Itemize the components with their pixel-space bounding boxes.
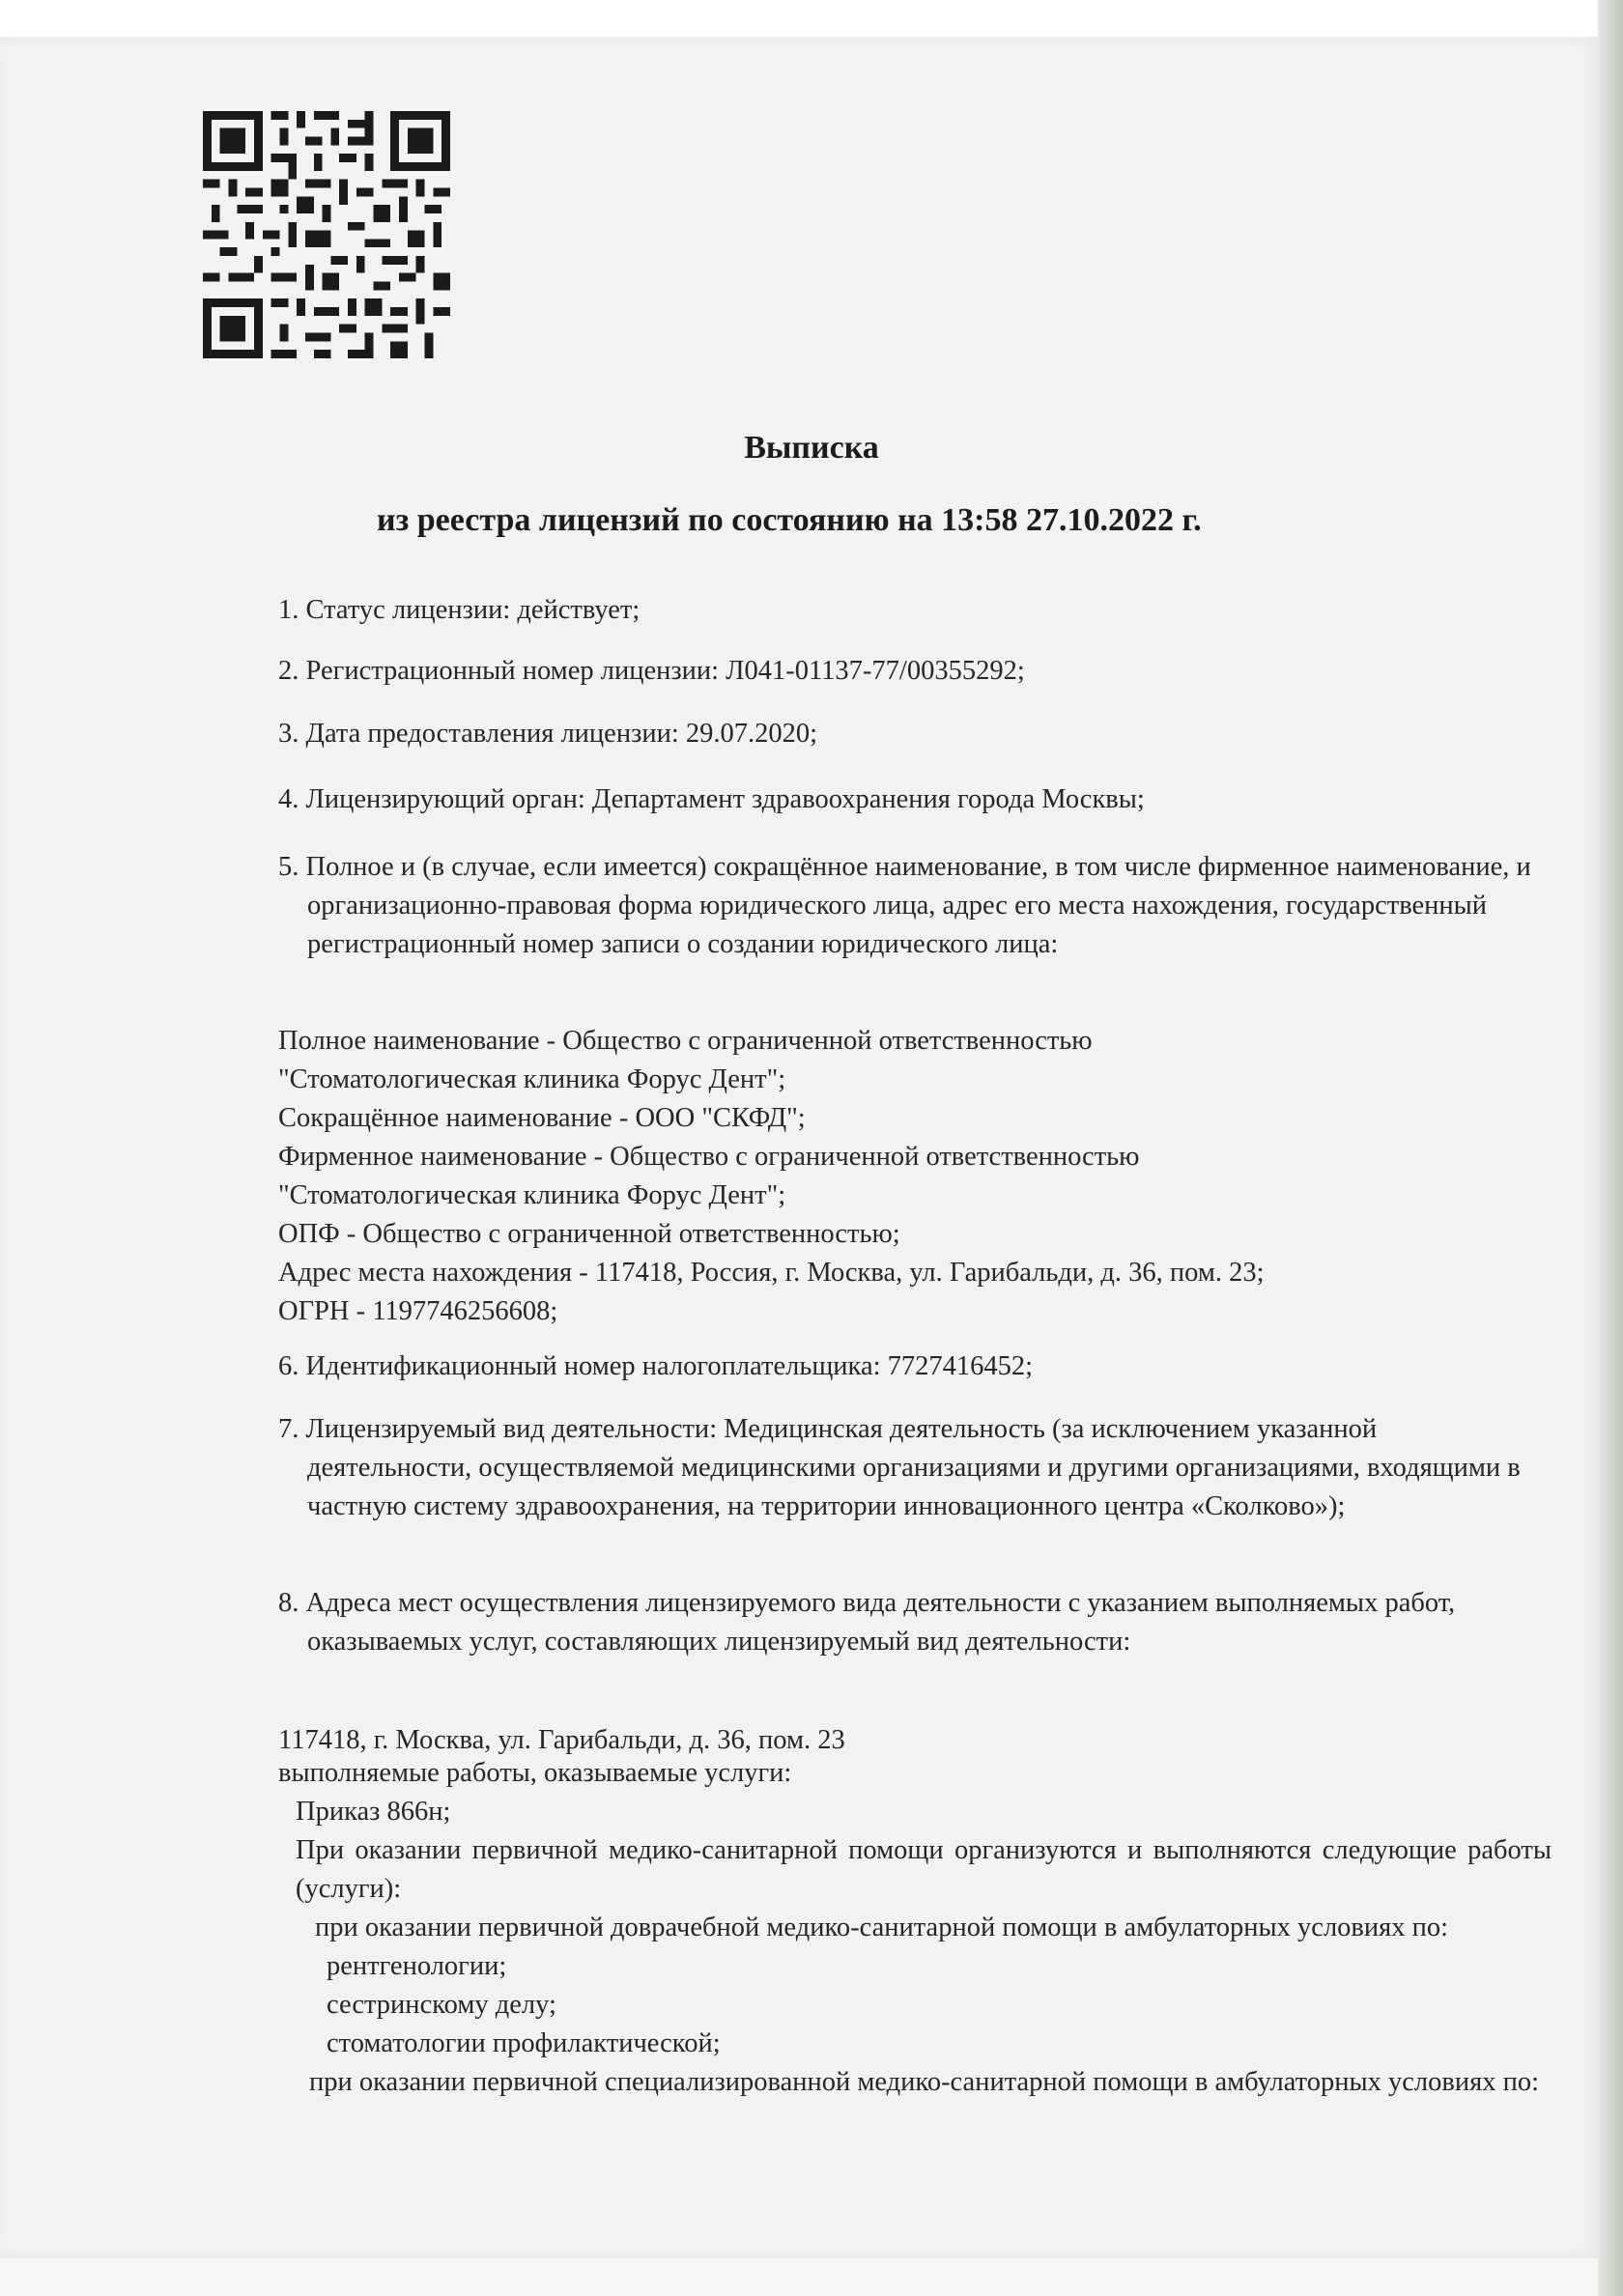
item-text: Полное и (в случае, если имеется) сокращённое наименование, в том числе фирменное наименование, и организационно-правовая форма юридического лица, адрес его места нахождения, государственный регистрационный номер записи о создании юридического лица: — [305, 852, 1531, 959]
item-text: Лицензирующий орган: Департамент здравоохранения города Москвы; — [305, 784, 1145, 814]
item-number: 3. — [278, 719, 299, 749]
item-license-status — [278, 591, 1553, 630]
item-registration-number — [278, 652, 1553, 691]
activity-specialized: при оказании первичной специализированной медико-санитарной помощи в амбулаторных условиях по: — [309, 2067, 1540, 2097]
item-text: Статус лицензии: действует; — [305, 595, 641, 625]
document-title: Выписка — [744, 430, 879, 466]
org-opf: ОПФ - Общество с ограниченной ответственностью; — [278, 1219, 900, 1249]
item-activity-type — [278, 1410, 1544, 1526]
activity-service-item: стоматологии профилактической; — [327, 2028, 721, 2058]
org-full-name-line1: Полное наименование - Общество с ограниченной ответственностью — [278, 1026, 1093, 1056]
activity-service-item: сестринскому делу; — [327, 1990, 556, 2020]
activity-primary-care: При оказании первичной медико-санитарной помощи организуются и выполняются следующие работы (услуги): — [296, 1835, 1552, 1904]
item-inn — [278, 1347, 1553, 1386]
qr-code-icon — [201, 111, 452, 358]
item-text: Регистрационный номер лицензии: Л041-01137-77/00355292; — [305, 656, 1025, 686]
activity-order: Приказ 866н; — [296, 1797, 451, 1827]
activity-works-label: выполняемые работы, оказываемые услуги: — [278, 1758, 792, 1788]
org-address: Адрес места нахождения - 117418, Россия, г. Москва, ул. Гарибальди, д. 36, пом. 23; — [278, 1258, 1265, 1288]
item-text: Адреса мест осуществления лицензируемого вида деятельности с указанием выполняемых работ, оказываемых услуг, составляющих лицензируемый вид деятельности: — [305, 1588, 1456, 1657]
org-full-name-line2: "Стоматологическая клиника Форус Дент"; — [278, 1064, 786, 1094]
organization-details — [278, 1022, 1534, 1331]
item-text: Идентификационный номер налогоплательщика: 7727416452; — [305, 1351, 1034, 1381]
top-margin — [0, 0, 1623, 37]
item-organization-names — [278, 848, 1563, 964]
item-number: 4. — [278, 784, 299, 814]
activity-service-item: рентгенологии; — [327, 1951, 507, 1981]
activity-prehospital: при оказании первичной доврачебной медико-санитарной помощи в амбулаторных условиях по: — [315, 1913, 1449, 1942]
right-edge-shadow — [1598, 0, 1623, 2296]
item-number: 2. — [278, 656, 299, 686]
item-number: 7. — [278, 1414, 299, 1444]
item-number: 8. — [278, 1588, 299, 1618]
item-number: 1. — [278, 595, 299, 625]
document-subtitle: из реестра лицензий по состоянию на 13:58 27.10.2022 г. — [377, 502, 1202, 538]
item-text: Лицензируемый вид деятельности: Медицинская деятельность (за исключением указанной деятельности, осуществляемой медицинскими организациями и другими организациями, входящими в частную систему здравоохранения, на территории инновационного центра «Сколково»); — [305, 1414, 1521, 1521]
org-ogrn: ОГРН - 1197746256608; — [278, 1296, 558, 1326]
item-licensing-authority — [278, 780, 1553, 819]
item-number: 5. — [278, 852, 299, 882]
item-license-date — [278, 715, 1553, 753]
org-brand-name-line1: Фирменное наименование - Общество с ограниченной ответственностью — [278, 1142, 1140, 1172]
item-text: Дата предоставления лицензии: 29.07.2020; — [305, 719, 818, 749]
org-brand-name-line2: "Стоматологическая клиника Форус Дент"; — [278, 1180, 786, 1210]
activity-details — [278, 1721, 1553, 2102]
activity-address: 117418, г. Москва, ул. Гарибальди, д. 36, пом. 23 — [278, 1725, 845, 1755]
org-short-name: Сокращённое наименование - ООО "СКФД"; — [278, 1103, 806, 1133]
item-activity-addresses — [278, 1584, 1466, 1661]
item-number: 6. — [278, 1351, 299, 1381]
